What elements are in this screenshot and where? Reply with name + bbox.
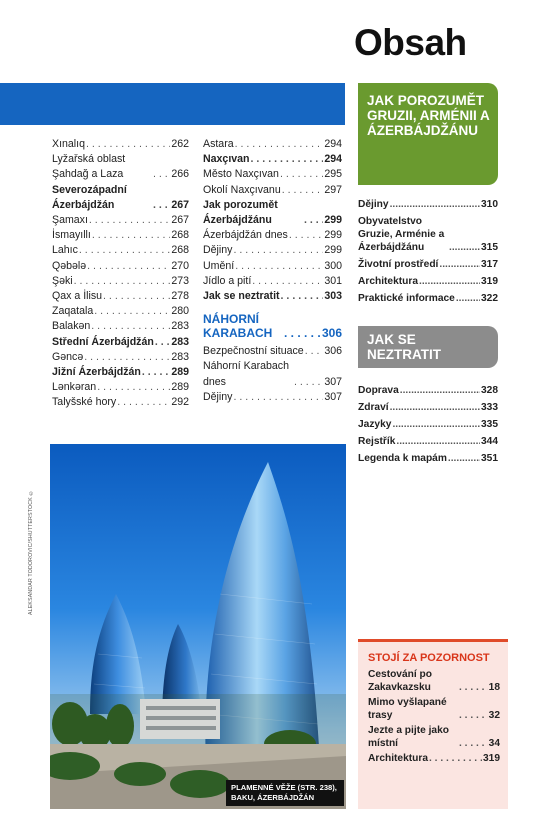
toc-leader-dots bbox=[289, 228, 324, 243]
toc-entry[interactable] bbox=[358, 418, 498, 431]
toc-entry-page: 333 bbox=[481, 402, 498, 413]
toc-entry-title: Severozápadní Ázerbájdžán bbox=[52, 183, 127, 211]
toc-entry[interactable] bbox=[368, 753, 500, 766]
toc-entry-page: 306 bbox=[324, 345, 342, 358]
toc-leader-dots bbox=[305, 344, 324, 359]
toc-leader-dots bbox=[280, 167, 323, 182]
toc-leader-dots bbox=[89, 213, 170, 228]
toc-entry-page: 268 bbox=[171, 244, 189, 257]
toc-entry-title: İsmayıllı bbox=[52, 229, 91, 242]
toc-entry-page: 294 bbox=[324, 153, 342, 166]
toc-entry[interactable] bbox=[52, 274, 189, 289]
flame-towers-illustration bbox=[50, 444, 346, 809]
toc-entry[interactable] bbox=[52, 228, 189, 243]
toc-entry-page: 289 bbox=[171, 366, 189, 379]
toc-entry[interactable] bbox=[358, 215, 498, 254]
toc-right-list-2 bbox=[358, 384, 498, 469]
toc-leader-dots bbox=[103, 289, 170, 304]
toc-entry-page: 34 bbox=[488, 737, 500, 749]
toc-entry-title: Talyšské hory bbox=[52, 396, 117, 409]
toc-entry-title: Střední Ázerbájdžán bbox=[52, 335, 154, 348]
toc-entry[interactable] bbox=[203, 274, 342, 289]
toc-leader-dots bbox=[233, 243, 323, 258]
toc-entry-page: 262 bbox=[171, 138, 189, 150]
toc-entry-page: 299 bbox=[324, 214, 342, 227]
toc-entry-title: Jižní Ázerbájdžán bbox=[52, 366, 141, 379]
toc-entry-page: 267 bbox=[171, 198, 189, 211]
toc-leader-dots bbox=[304, 213, 323, 228]
toc-leader-dots bbox=[251, 152, 324, 167]
toc-leader-dots bbox=[459, 682, 488, 695]
toc-entry[interactable] bbox=[52, 213, 189, 228]
photo-caption: PLAMENNÉ VĚŽE (STR. 238), BAKU, ÁZERBÁJDŽÁN bbox=[226, 780, 344, 806]
toc-entry-title: Dějiny bbox=[358, 199, 389, 210]
toc-entry-title: Dějiny bbox=[203, 244, 233, 257]
toc-entry-page: 315 bbox=[481, 242, 498, 253]
toc-entry[interactable] bbox=[52, 137, 189, 152]
toc-entry-title: Životní prostředí bbox=[358, 259, 439, 270]
toc-leader-dots bbox=[439, 258, 480, 271]
toc-entry[interactable] bbox=[203, 243, 342, 258]
toc-entry-page: 267 bbox=[171, 214, 189, 227]
toc-entry-title: Qəbələ bbox=[52, 259, 87, 272]
toc-leader-dots bbox=[235, 259, 323, 274]
toc-entry-title: Legenda k mapám bbox=[358, 453, 447, 464]
toc-entry-page: 303 bbox=[324, 290, 342, 303]
toc-entry-title: Rejstřík bbox=[358, 436, 396, 447]
toc-entry-title: Şəki bbox=[52, 274, 73, 287]
toc-entry-page: 299 bbox=[324, 229, 342, 242]
toc-entry-title: Architektura bbox=[358, 276, 419, 287]
toc-leader-dots bbox=[448, 452, 480, 465]
toc-leader-dots bbox=[153, 167, 170, 182]
toc-entry-title: Náhorní Karabach dnes bbox=[203, 360, 289, 388]
toc-leader-dots bbox=[97, 380, 170, 395]
toc-entry-page: 268 bbox=[171, 229, 189, 242]
toc-entry-page: 301 bbox=[324, 274, 342, 287]
toc-entry-title: Gəncə bbox=[52, 350, 84, 363]
toc-entry[interactable] bbox=[52, 183, 189, 213]
toc-entry-page: 295 bbox=[324, 168, 342, 181]
toc-entry-title: Jídlo a pití bbox=[203, 274, 252, 287]
toc-leader-dots bbox=[392, 418, 480, 431]
toc-entry-page: 273 bbox=[171, 274, 189, 287]
toc-entry-title: Doprava bbox=[358, 385, 399, 396]
toc-entry-title: Naxçıvan bbox=[203, 153, 250, 166]
toc-entry[interactable] bbox=[52, 395, 189, 410]
toc-entry-page: 283 bbox=[171, 350, 189, 363]
toc-entry-title: Qax a İlisu bbox=[52, 290, 103, 303]
toc-entry[interactable] bbox=[368, 697, 500, 722]
toc-entry[interactable] bbox=[203, 137, 342, 152]
toc-entry[interactable] bbox=[203, 289, 342, 304]
section-box-survival[interactable]: JAK SE NEZTRATIT bbox=[358, 326, 498, 368]
toc-entry[interactable] bbox=[52, 380, 189, 395]
toc-leader-dots bbox=[282, 183, 324, 198]
toc-leader-dots bbox=[235, 137, 324, 152]
toc-column-1 bbox=[52, 137, 189, 411]
toc-entry[interactable] bbox=[203, 198, 342, 228]
toc-entry-page: 32 bbox=[488, 709, 500, 721]
toc-entry-title: Ázerbájdžán dnes bbox=[203, 229, 288, 242]
toc-leader-dots bbox=[153, 198, 170, 213]
toc-entry-title: Bezpečnostní situace bbox=[203, 345, 304, 358]
toc-entry[interactable] bbox=[358, 292, 498, 305]
toc-entry-page: 319 bbox=[481, 276, 498, 287]
toc-entry[interactable] bbox=[368, 669, 500, 694]
toc-entry[interactable] bbox=[358, 435, 498, 448]
toc-entry-page: 292 bbox=[171, 396, 189, 409]
toc-entry[interactable] bbox=[358, 275, 498, 288]
flame-towers-photo bbox=[50, 444, 346, 809]
toc-entry[interactable] bbox=[52, 243, 189, 258]
toc-leader-dots bbox=[86, 137, 170, 152]
toc-entry[interactable] bbox=[203, 167, 342, 182]
toc-entry-page: 317 bbox=[481, 259, 498, 270]
toc-entry-title: Dějiny bbox=[203, 390, 233, 403]
toc-entry[interactable] bbox=[358, 401, 498, 414]
toc-leader-dots bbox=[429, 753, 482, 766]
toc-entry-title: Jazyky bbox=[358, 419, 392, 430]
toc-entry-title: Balakən bbox=[52, 320, 91, 333]
toc-entry-title: Astara bbox=[203, 138, 234, 150]
toc-entry[interactable] bbox=[52, 319, 189, 334]
toc-leader-dots bbox=[92, 228, 170, 243]
toc-entry[interactable] bbox=[203, 152, 342, 167]
toc-entry-title: Architektura bbox=[368, 753, 429, 764]
toc-entry-page: 280 bbox=[171, 305, 189, 318]
toc-leader-dots bbox=[117, 395, 170, 410]
toc-leader-dots bbox=[84, 350, 170, 365]
photo-credit: ALEKSANDAR TODOROVIC/SHUTTERSTOCK © bbox=[28, 489, 34, 615]
toc-leader-dots bbox=[79, 243, 170, 258]
toc-entry-title: Cestování po Zakavkazsku bbox=[368, 669, 432, 693]
toc-entry-page: 266 bbox=[171, 168, 189, 181]
toc-right-list-1 bbox=[358, 198, 498, 309]
toc-entry-page: 299 bbox=[324, 244, 342, 257]
toc-leader-dots bbox=[252, 274, 323, 289]
toc-entry[interactable] bbox=[52, 152, 189, 182]
highlights-box bbox=[358, 639, 508, 809]
highlights-heading: STOJÍ ZA POZORNOST bbox=[368, 652, 490, 664]
toc-leader-dots bbox=[91, 319, 170, 334]
toc-column-2 bbox=[203, 137, 342, 405]
toc-leader-dots bbox=[449, 241, 480, 254]
toc-entry[interactable] bbox=[52, 289, 189, 304]
toc-entry-page: 278 bbox=[171, 290, 189, 303]
toc-entry-title: Jak se neztratit bbox=[203, 290, 280, 303]
toc-section-page: 306 bbox=[321, 326, 342, 341]
toc-entry-title: Xınalıq bbox=[52, 138, 85, 150]
toc-entry-page: 310 bbox=[481, 199, 498, 210]
toc-entry-title: Mimo vyšlapané trasy bbox=[368, 697, 447, 721]
toc-entry[interactable] bbox=[52, 304, 189, 319]
toc-entry[interactable] bbox=[52, 335, 189, 350]
toc-leader-dots bbox=[459, 710, 488, 723]
toc-leader-dots bbox=[155, 335, 170, 350]
toc-entry-title: Jak porozumět Ázerbájdžánu bbox=[203, 198, 278, 227]
toc-entry-page: 307 bbox=[324, 375, 342, 388]
toc-entry[interactable] bbox=[203, 183, 342, 198]
toc-entry[interactable] bbox=[368, 725, 500, 750]
toc-entry[interactable] bbox=[52, 350, 189, 365]
toc-entry-title: Lahıc bbox=[52, 244, 78, 257]
toc-leader-dots bbox=[94, 304, 170, 319]
toc-entry[interactable] bbox=[358, 452, 498, 465]
toc-entry-page: 283 bbox=[171, 335, 189, 348]
toc-leader-dots bbox=[87, 259, 170, 274]
toc-entry-page: 351 bbox=[481, 453, 498, 464]
header-color-bar bbox=[0, 83, 345, 125]
toc-entry-title: Umění bbox=[203, 259, 235, 272]
toc-entry[interactable] bbox=[52, 365, 189, 380]
toc-entry-title: Jezte a pijte jako místní bbox=[368, 725, 449, 749]
toc-entry[interactable] bbox=[358, 198, 498, 211]
toc-entry[interactable] bbox=[203, 228, 342, 243]
toc-entry-title: Obyvatelstvo Gruzie, Arménie a Ázerbájdžánu bbox=[358, 216, 445, 253]
toc-entry-page: 270 bbox=[171, 259, 189, 272]
toc-entry-title: Lyžařská oblast Şahdağ a Laza bbox=[52, 153, 126, 181]
toc-leader-dots bbox=[74, 274, 171, 289]
toc-entry-page: 297 bbox=[324, 183, 342, 196]
toc-leader-dots bbox=[419, 275, 480, 288]
toc-entry[interactable] bbox=[203, 390, 342, 405]
toc-entry-title: Praktické informace bbox=[358, 293, 455, 304]
toc-leader-dots bbox=[281, 289, 324, 304]
toc-entry-page: 344 bbox=[481, 436, 498, 447]
toc-entry[interactable] bbox=[203, 359, 342, 389]
toc-leader-dots bbox=[390, 401, 480, 414]
toc-section-title: NÁHORNÍ KARABACH bbox=[203, 312, 273, 341]
section-box-understand[interactable]: JAK POROZUMĚT GRUZII, ARMÉNII A ÁZERBÁJDŽÁNU bbox=[358, 83, 498, 185]
toc-entry-title: Şamaxı bbox=[52, 214, 88, 227]
toc-leader-dots bbox=[396, 435, 480, 448]
toc-entry[interactable] bbox=[203, 344, 342, 359]
toc-entry[interactable] bbox=[358, 384, 498, 397]
toc-entry-page: 283 bbox=[171, 320, 189, 333]
page-title: Obsah bbox=[354, 22, 467, 63]
toc-leader-dots bbox=[459, 738, 488, 751]
toc-entry-title: Okolí Naxçıvanu bbox=[203, 183, 281, 196]
toc-entry-title: Lənkəran bbox=[52, 381, 97, 394]
toc-section-nahorni-karabach[interactable] bbox=[203, 312, 342, 340]
toc-leader-dots bbox=[142, 365, 170, 380]
toc-entry-title: Zdraví bbox=[358, 402, 389, 413]
toc-entry-page: 319 bbox=[483, 753, 500, 764]
toc-entry[interactable] bbox=[203, 259, 342, 274]
toc-entry-page: 328 bbox=[481, 385, 498, 396]
toc-entry-page: 294 bbox=[324, 138, 342, 150]
toc-leader-dots bbox=[400, 384, 480, 397]
toc-leader-dots bbox=[294, 375, 323, 390]
toc-leader-dots bbox=[233, 390, 323, 405]
toc-entry-page: 322 bbox=[481, 293, 498, 304]
toc-entry-page: 18 bbox=[488, 681, 500, 693]
toc-entry-page: 289 bbox=[171, 381, 189, 394]
toc-entry-title: Město Naxçıvan bbox=[203, 168, 279, 181]
toc-leader-dots bbox=[456, 292, 480, 305]
toc-entry-page: 335 bbox=[481, 419, 498, 430]
toc-entry-page: 300 bbox=[324, 259, 342, 272]
toc-entry[interactable] bbox=[358, 258, 498, 271]
toc-entry-title: Zaqatala bbox=[52, 305, 94, 318]
toc-entry[interactable] bbox=[52, 259, 189, 274]
toc-leader-dots bbox=[390, 198, 480, 211]
toc-entry-page: 307 bbox=[324, 390, 342, 403]
